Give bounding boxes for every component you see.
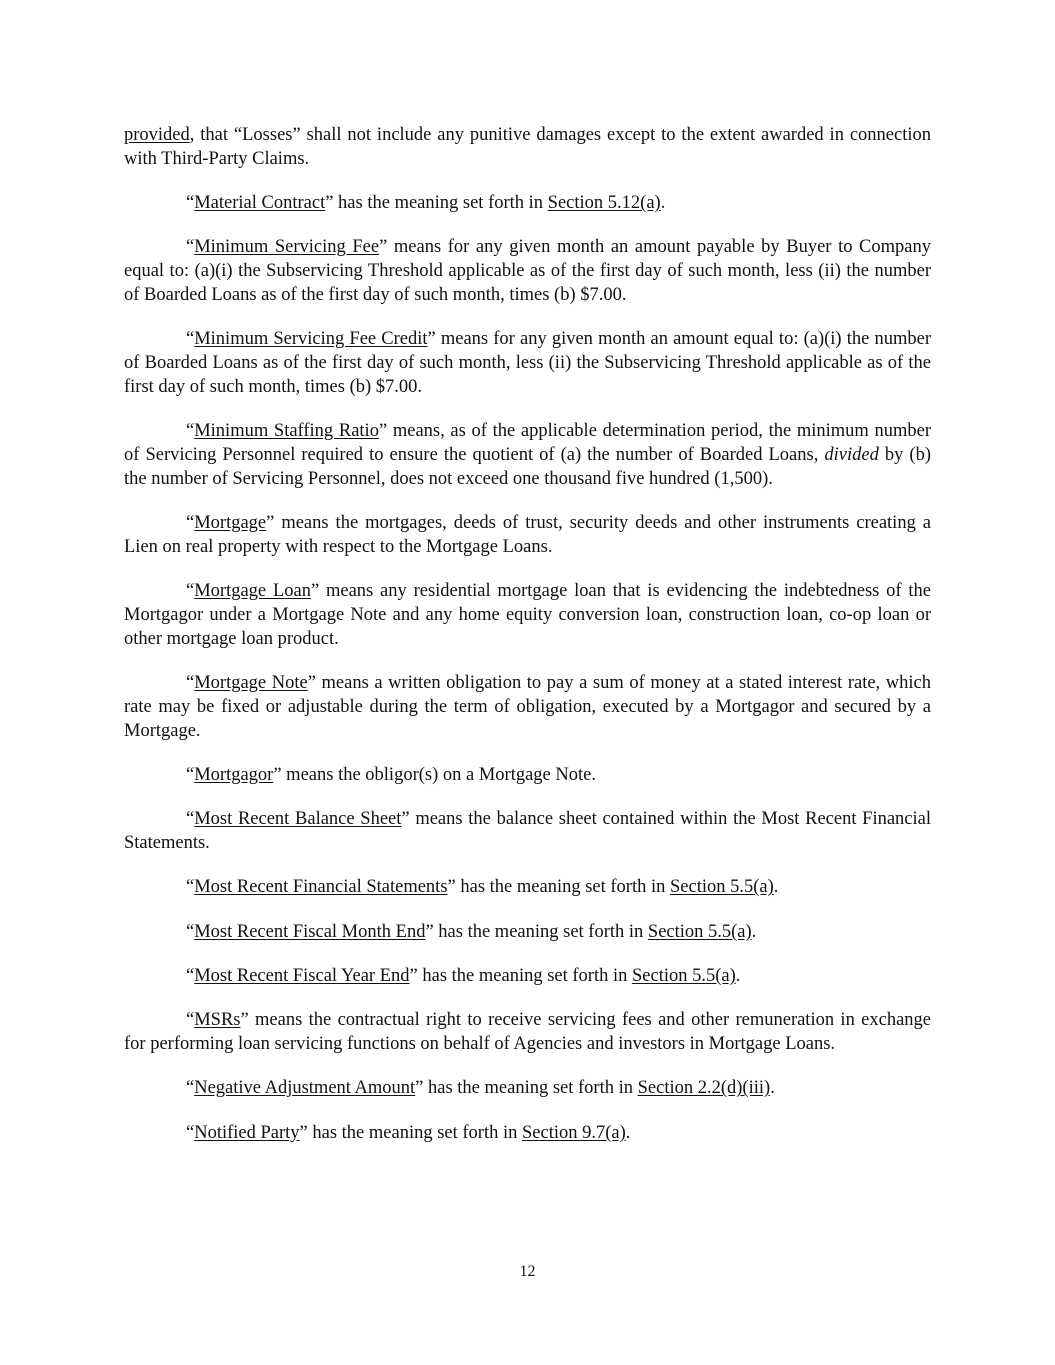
definition-paragraph	[124, 764, 931, 788]
paragraph-text: .	[770, 1078, 775, 1099]
paragraph-text: “	[186, 1010, 195, 1031]
paragraph-text: “	[186, 237, 195, 258]
paragraph-text: “	[186, 965, 195, 986]
paragraph-text: ” has the meaning set forth in	[409, 965, 632, 986]
defined-term: Material Contract	[194, 193, 326, 214]
definition-paragraph	[124, 1122, 931, 1146]
definition-paragraph	[124, 192, 931, 216]
defined-term: Section 5.5(a)	[631, 965, 736, 986]
defined-term: Most Recent Balance Sheet	[194, 809, 402, 830]
defined-term: Section 5.5(a)	[647, 921, 752, 942]
paragraph-text: by (b) the number of Servicing Personnel, does not exceed one thousand five hundred (1,500).	[124, 444, 931, 489]
document-page	[124, 124, 931, 1166]
defined-term: Minimum Servicing Fee	[194, 237, 380, 258]
paragraph-text: ” means a written obligation to pay a sum of money at a stated interest rate, which rate may be fixed or adjustable during the term of obligation, executed by a Mortgagor and secured by a Mortgage.	[124, 673, 931, 741]
defined-term: Section 5.5(a)	[669, 877, 774, 898]
paragraph-text: “	[186, 1078, 195, 1099]
paragraph-text: ” has the meaning set forth in	[415, 1078, 638, 1099]
definition-paragraph	[124, 1009, 931, 1057]
definition-paragraph	[124, 580, 931, 651]
defined-term: Notified Party	[194, 1122, 300, 1143]
paragraph-text: ” means any residential mortgage loan that is evidencing the indebtedness of the Mortgagor under a Mortgage Note and any home equity conversion loan, construction loan, co-op loan or other mortgage loan product.	[124, 581, 932, 649]
paragraph-text: .	[660, 193, 666, 214]
paragraph-text: “	[186, 921, 195, 942]
definition-paragraph	[124, 965, 931, 989]
defined-term: Mortgage Loan	[194, 581, 311, 602]
definition-paragraph	[124, 420, 931, 491]
definition-paragraph	[124, 512, 931, 560]
definition-paragraph	[124, 672, 931, 743]
paragraph-text: ” has the meaning set forth in	[425, 921, 648, 942]
defined-term: Minimum Staffing Ratio	[194, 421, 379, 442]
paragraph-text: “	[186, 581, 195, 602]
paragraph-text: ” means the obligor(s) on a Mortgage Note.	[273, 764, 596, 785]
paragraph-text: ” means, as of the applicable determination period, the minimum number of Servicing Personnel required to ensure the quotient of (a) the number of Boarded Loans,	[124, 421, 932, 465]
defined-term: MSRs	[194, 1010, 241, 1031]
paragraph-text: “	[186, 809, 195, 830]
defined-term: Mortgage Note	[194, 673, 308, 694]
definition-paragraph	[124, 328, 931, 399]
paragraph-text: “	[186, 673, 195, 694]
defined-term: Most Recent Financial Statements	[194, 877, 448, 898]
defined-term: Most Recent Fiscal Year End	[194, 965, 410, 986]
paragraph-text: ” means the contractual right to receive servicing fees and other remuneration in exchange for performing loan servicing functions on behalf of Agencies and investors in Mortgage Loans.	[124, 1010, 931, 1055]
definition-paragraph	[124, 876, 931, 900]
paragraph-text: “	[186, 421, 195, 442]
definition-paragraph	[124, 236, 931, 307]
paragraph-text: .	[625, 1122, 631, 1143]
paragraph-text: “	[186, 764, 195, 785]
paragraph-text: .	[735, 965, 741, 986]
defined-term: Section 5.12(a)	[547, 193, 661, 214]
defined-term: Negative Adjustment Amount	[194, 1078, 416, 1099]
paragraph-text: ” means for any given month an amount payable by Buyer to Company equal to: (a)(i) the Subservicing Threshold applicable as of the first day of such month, less (ii) the number of Boarded Loans as of the first day of such month, times (b) $7.00.	[124, 237, 932, 305]
paragraph-text: ” has the meaning set forth in	[447, 877, 670, 898]
paragraph-text: ” has the meaning set forth in	[299, 1122, 522, 1143]
definition-paragraph	[124, 1077, 931, 1101]
paragraph-text: “	[186, 193, 195, 214]
definition-paragraph	[124, 808, 931, 856]
defined-term: Most Recent Fiscal Month End	[194, 921, 426, 942]
italic-text: divided	[824, 444, 879, 465]
defined-term: Section 9.7(a)	[522, 1122, 626, 1143]
paragraph-text: ” means for any given month an amount equal to: (a)(i) the number of Boarded Loans as of the first day of such month, less (ii) the Subservicing Threshold applicable as of the first day of such month, times (b) $7.00.	[124, 329, 931, 397]
definition-paragraph	[124, 124, 931, 172]
paragraph-text: “	[186, 329, 195, 350]
paragraph-text: “	[186, 1122, 195, 1143]
defined-term: Section 2.2(d)(iii)	[637, 1078, 771, 1099]
defined-term: Mortgagor	[194, 764, 274, 785]
defined-term: Minimum Servicing Fee Credit	[194, 329, 428, 350]
page-number: 12	[519, 1263, 536, 1280]
paragraph-text: “	[186, 877, 195, 898]
paragraph-text: .	[751, 921, 757, 942]
paragraph-text: , that “Losses” shall not include any punitive damages except to the extent awarded in connection with Third-Party Claims.	[124, 125, 931, 169]
paragraph-text: .	[773, 877, 779, 898]
paragraph-text: ” means the balance sheet contained within the Most Recent Financial Statements.	[124, 809, 932, 854]
paragraph-text: “	[186, 513, 195, 534]
defined-term: Mortgage	[194, 513, 267, 534]
defined-term: provided	[124, 125, 190, 145]
paragraph-text: ” means the mortgages, deeds of trust, security deeds and other instruments creating a Lien on real property with respect to the Mortgage Loans.	[124, 513, 931, 557]
definition-paragraph	[124, 921, 931, 945]
paragraph-text: ” has the meaning set forth in	[325, 193, 548, 214]
